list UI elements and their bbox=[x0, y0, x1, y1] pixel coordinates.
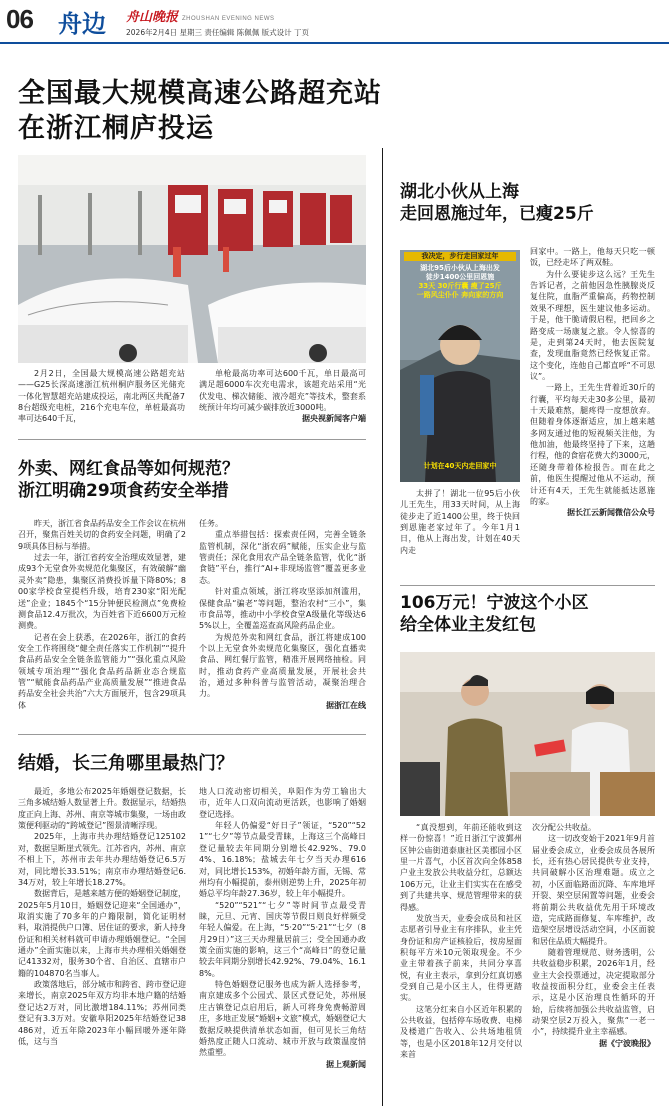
article3-paragraph: 针对重点领域，浙江将攻坚添加剂滥用，保健食品“骗老”等问题，整治农村“三小”，集市食品等，推动中小学校食堂A级量化等级达65%以上，全覆盖巡查高风险药品企业。 bbox=[199, 587, 366, 631]
column-divider bbox=[382, 148, 383, 1106]
photo-caption-line: 湖北95后小伙从上海出发 bbox=[420, 264, 500, 272]
article1-paragraph: 单枪最高功率可达600千瓦，单日最高可满足超6000车次充电需求，该超充站采用“光伏发电、梯次储能、液冷超充”等技术，整套系统预计年均可减少碳排放近3000吨。 bbox=[199, 369, 366, 413]
article4-headline-line1: 106万元！宁波这个小区 bbox=[400, 593, 589, 613]
article4-paragraph: 随着管理规范、财务透明，公共收益稳步积累，2026年1月，经业主大会投票通过，决定提取部分收益按面积分红，业委会主任表示，这是小区治理良性循环的开始，后续将加强公共收益监管，启动架空层2万投入，聚焦“一老一小”，持续提升业主幸福感。 bbox=[532, 947, 655, 1037]
article3-headline-line2: 浙江明确29项食药安全举措 bbox=[18, 481, 229, 502]
article3-paragraph: 任务。 bbox=[199, 519, 223, 528]
article4-paragraph: “真没想到，年前还能收到这样一份惊喜！”近日浙江宁波鄞州区钟公庙街道泰康社区美郡园小区里一片喜气，小区首次向全体858户业主发放公共收益分红，总额达106万元，让业主们实实在在感受到了共建共享、规范管理带来的获得感。 bbox=[400, 823, 522, 912]
article1-headline-line2: 在浙江桐庐投运 bbox=[18, 113, 214, 145]
article2-photo-hiker bbox=[400, 250, 520, 482]
photo-caption-line: 33天 30斤行囊 瘦了25斤 bbox=[418, 282, 502, 291]
section-title: 舟边 bbox=[58, 9, 106, 38]
article1-paragraph: 2月2日，全国最大规模高速公路超充站——G25长深高速浙江杭州桐庐服务区光储充一体化智慧超充站建成投运，南北两区共配备78台超级充电桩，216个充电车位，单桩最高功率可达640千瓦， bbox=[18, 369, 185, 424]
article2-photo-caption bbox=[404, 264, 516, 300]
article5-paragraph: 数据背后，是越来越方便的婚姻登记制度，2025年5月10日，婚姻登记迎来“全国通办”，取消实施了70多年的户籍限制，简化证明材料，取消提供户口簿、居住证的要求，新人持身份证和相关材料就可申请办理婚姻登记。“全国通办”全面实施以来，上海市共办理相关婚姻登记41332对，服务30个省、自治区、直辖市户籍的104870名当事人。 bbox=[18, 889, 186, 978]
article5-headline: 结婚，长三角哪里最热门？ bbox=[18, 753, 234, 774]
article3-source: 据浙江在线 bbox=[326, 700, 366, 710]
article5-body-col1 bbox=[18, 786, 186, 1047]
article3-body-col2 bbox=[199, 518, 366, 711]
article2-photo-bottom-text: 计划在40天内走回家中 bbox=[423, 462, 497, 470]
issue-meta: 2026年2月4日 星期三 责任编辑 陈佩佩 版式设计 丁页 bbox=[126, 28, 310, 37]
article5-body-col2 bbox=[199, 786, 366, 1070]
article2-source: 据长江云新闻微信公众号 bbox=[567, 508, 655, 518]
article4-body-col2 bbox=[532, 822, 655, 1049]
article4-headline bbox=[400, 592, 589, 636]
article2-paragraph: 太拼了！湖北一位95后小伙儿王先生，用33天时间，从上海徒步走了近1400公里，终于快回到恩施老家过年了。今年1月1日，他从上海出发，计划在40天内走 bbox=[400, 489, 520, 555]
article1-source: 据央视新闻客户端 bbox=[302, 414, 366, 424]
article1-body-col2 bbox=[199, 368, 366, 425]
photo-caption-line: 徒步1400公里回恩施 bbox=[425, 273, 495, 282]
article3-headline-line1: 外卖、网红食品等如何规范？ bbox=[18, 459, 239, 479]
newspaper-logo: 舟山晚报 bbox=[126, 10, 179, 25]
article4-source: 据《宁波晚报》 bbox=[599, 1038, 655, 1048]
article5-paragraph: 最近，多地公布2025年婚姻登记数据，长三角多城结婚人数显著上升。数据显示，结婚热度正向上海、苏州、南京等城市集聚，一场由政策便利驱动的“跨城登记”图景清晰浮现。 bbox=[18, 787, 186, 831]
article1-body-col1 bbox=[18, 368, 185, 425]
article2-body-col1 bbox=[400, 488, 520, 556]
article1-photo-charging-station bbox=[18, 155, 366, 363]
article2-paragraph: 回家中。一路上，他每天只吃一顿饭，已经走坏了两双鞋。 bbox=[530, 247, 655, 268]
article4-body-col1 bbox=[400, 822, 522, 1061]
article3-paragraph: 记者在会上获悉，在2026年，浙江的食药安全工作将围绕“健全责任落实工作机制”“提升食品药品安全全链条监管能力”“强化重点风险领域专项治理”“强化食品药品新业态合规监管”“赋能食品药品产业高质量发展”“推进食品药品安全社会共治”六大方面展开，包含29项具体 bbox=[18, 632, 186, 710]
article5-paragraph: 年轻人仍偏爱“好日子”领证，“520”“521”“七夕”等节点最受青睐，上海这三个高峰日登记量较去年同期分别增长42.92%、79.04%、16.18%；盐城去年七夕当天办理616对，同比增长153%，初婚年龄方面，无锡、常州均有小幅提前，泰州则逆势上升，2025年初婚总平均年龄27.36岁，较上年小幅提升。 bbox=[199, 821, 366, 899]
page-number: 06 bbox=[6, 4, 33, 34]
divider bbox=[18, 439, 366, 440]
article2-photo-banner: 我决定，步行走回家过年 bbox=[404, 252, 516, 261]
article5-paragraph: 政策落地后，部分城市和跨省、跨市登记迎来增长，南京2025年双方均非本地户籍的结婚登记达2万对，同比激增184.11%；苏州同类登记有3.3万对。安徽阜阳2025年结婚登记38486对，近五年除2023年小幅回暖外逐年降低，这与当 bbox=[18, 980, 186, 1046]
divider bbox=[400, 585, 655, 586]
article3-paragraph: 昨天，浙江省食品药品安全工作会议在杭州召开，聚焦百姓关切的食药安全问题，明确了29项具体目标与举措。 bbox=[18, 519, 186, 551]
article4-paragraph: 发放当天，业委会成员和社区志愿者引导业主有序排队，业主凭身份证和房产证核验后，按房屋面积每平方米10元领取现金。不少业主带着孩子前来，共同分享喜悦，有业主表示，拿到分红真切感受到自己是小区主人，住得更踏实。 bbox=[400, 913, 522, 1003]
article2-headline-line1: 湖北小伙从上海 bbox=[400, 182, 519, 202]
article4-paragraph: 这一切改变始于2021年9月首届业委会成立，业委会成员各展所长，还有热心居民提供专业支持，共同破解小区治理难题。成立之初，小区面临路面沉降、车库地坪开裂、架空层闲置等问题，业委会将前期公共收益优先用于环境改造，完成路面修复、车库维护，改造架空层增设活动空间，小区面貌和居住品质大幅提升。 bbox=[532, 834, 655, 946]
article5-paragraph: 地人口流动密切相关，阜阳作为劳工输出大市，近年人口双向流动更活跃，也影响了婚姻登记选择。 bbox=[199, 787, 366, 819]
article1-headline bbox=[18, 76, 382, 146]
article5-source: 据上观新闻 bbox=[326, 1059, 366, 1069]
article2-headline bbox=[400, 181, 594, 225]
article1-headline-line1: 全国最大规模高速公路超充站 bbox=[18, 78, 382, 109]
masthead bbox=[0, 0, 669, 44]
newspaper-name-en: ZHOUSHAN EVENING NEWS bbox=[182, 16, 275, 22]
article4-paragraph: 这笔分红来自小区近年积累的公共收益，包括停车场收费、电梯及楼道广告收入、公共场地租赁等，也是小区2018年12月交付以来首 bbox=[400, 1004, 522, 1060]
article3-paragraph: 为规范外卖和网红食品，浙江将建成100个以上无堂食外卖规范化集聚区，强化直播卖食品、网红餐厅监管，精准开展网络抽检。同时，推动食药产业高质量发展，开展社会共治，通过多种科普与监管活动，凝聚治理合力。 bbox=[199, 632, 366, 699]
article2-paragraph: 一路上，王先生背着近30斤的行囊，平均每天走30多公里，最初十天最难熬，腿疼得一度想放弃。但随着身体逐渐适应，加上越来越多网友通过他的短视频关注他，为他加油，他最终坚持了下来，这趟行程，他的食宿花费大约3000元，还随身带着体检报告。而在此之前，他医生提醒过他从不运动，预计还有4天，王先生就能抵达恩施的家。 bbox=[530, 383, 655, 506]
photo-caption-line: 一路风尘仆仆 奔向家的方向 bbox=[416, 291, 504, 300]
masthead-rule bbox=[0, 42, 669, 44]
article2-paragraph: 为什么要徒步这么远？王先生告诉记者，之前他因急性胰腺炎反复住院，血脂严重偏高，药物控制效果不理想，医生建议他多运动。于是，他干脆请假启程，把回乡之路变成一场康复之旅。令人惊喜的是，走到第24天时，他去医院复查，发现血脂竟然已经恢复正常。这个变化，连他自己都直呼“不可思议”。 bbox=[530, 269, 655, 381]
divider bbox=[18, 734, 366, 735]
article5-paragraph: “520”“521”“七夕”等时间节点最受青睐，元旦、元宵、国庆等节假日则良好样频受年轻人偏爱。在上海，“5·20”“5·21”“七夕（8月29日）”这三天办理量居前三；受全国通办政策全面实施的影响，这三个“高峰日”的登记量较去年同期分别增长42.92%、79.04%、16.18%。 bbox=[199, 900, 366, 978]
article3-paragraph: 重点举措包括：探索责任网，完善全链条监管机制，深化“浙农码”赋能，压实企业与监管责任；深化食用农产品全链条监管，优化“浙食链”平台，推行“AI+非现场监管”覆盖更多业态。 bbox=[199, 530, 366, 585]
article3-headline bbox=[18, 458, 239, 502]
article2-headline-line2: 走回恩施过年，已瘦25斤 bbox=[400, 204, 594, 225]
article5-paragraph: 特色婚姻登记服务也成为新人选择参考，南京建成多个公园式、景区式登记处，苏州展庄古镇登记点启用后，新人可将身免费畅游周庄，多地正发展“婚姻+文旅”模式，婚姻登记大数据反映提供清单状态如面，但可见长三角结婚热度正随人口流动、城市开放与政策温度悄然重塑。 bbox=[199, 980, 366, 1058]
article3-paragraph: 过去一年，浙江省药安全治理成效显著，建成93个无堂食外卖规范化集聚区，有效破解“幽灵外卖”隐患，集聚区消费投诉量下降80%；800家学校食堂提档升级，培育230家“阳光配送”企业；1845个“15分钟便民检测点”免费检测食品12.4万批次，为百姓省下近6600万元检测费。 bbox=[18, 553, 186, 631]
article4-headline-line2: 给全体业主发红包 bbox=[400, 615, 536, 636]
article3-body-col1 bbox=[18, 518, 186, 711]
article5-paragraph: 2025年，上海市共办理结婚登记125102对，数据呈断崖式领先。江苏省内，苏州、南京不相上下，苏州市去年共办理结婚登记6.5万对，同比增长33.51%；南京市办理结婚登记6.34万对，较上年增长18.27%。 bbox=[18, 832, 186, 887]
article4-photo-red-envelope bbox=[400, 652, 655, 816]
article2-body-col2 bbox=[530, 246, 655, 519]
article4-paragraph: 次分配公共收益。 bbox=[532, 823, 596, 832]
